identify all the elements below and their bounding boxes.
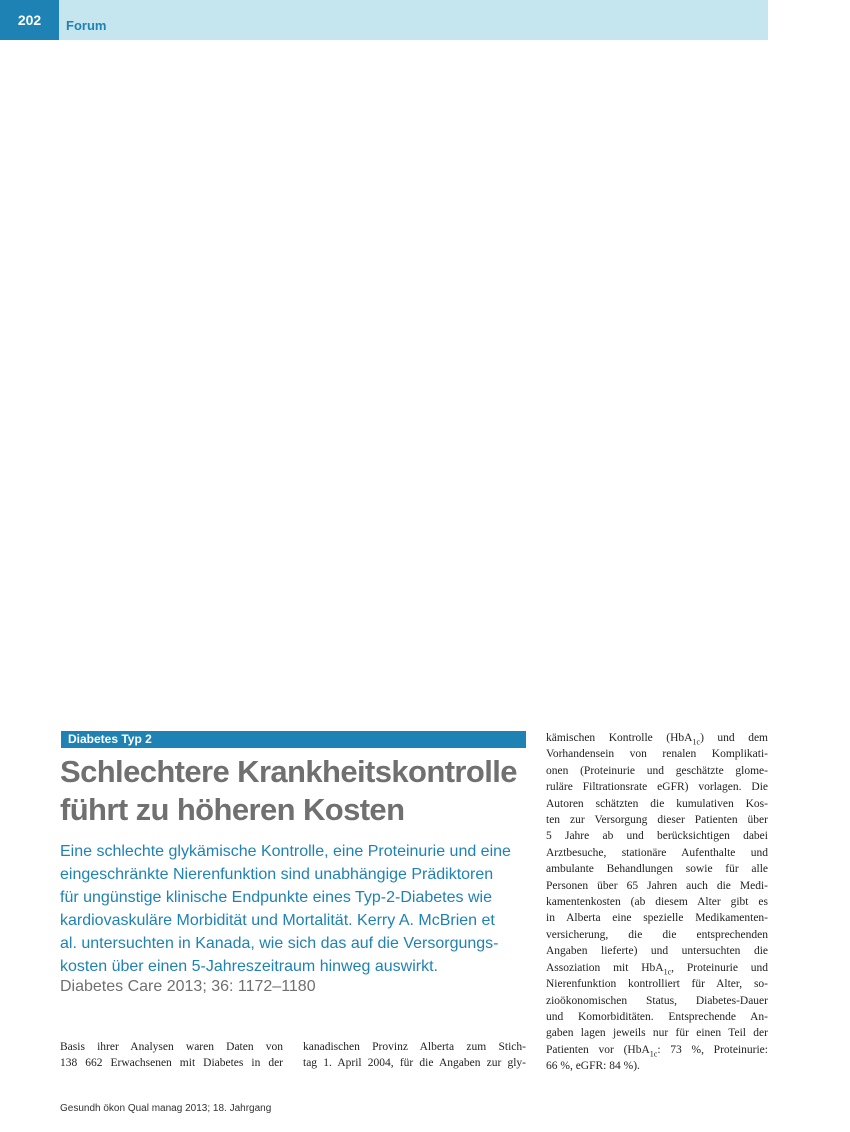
body-line: kamentenkosten (ab diesem Alter gibt es (546, 896, 768, 909)
lead-line: Eine schlechte glykämische Kontrolle, eine Proteinurie und eine (60, 843, 511, 860)
body-line: Patienten vor (HbA$_{1c}$: 73 %, Proteinurie: (546, 1043, 768, 1059)
lead-line: eingeschränkte Nierenfunktion sind unabhängige Prädiktoren (60, 866, 494, 883)
body-line: in Alberta eine spezielle Medikamenten- (546, 912, 768, 925)
body-line: Basis ihrer Analysen waren Daten von (60, 1041, 283, 1053)
article-citation: Diabetes Care 2013; 36: 1172–1180 (60, 978, 316, 995)
body-line: Autoren schätzten die kumulativen Kos- (546, 797, 768, 810)
body-line: kanadischen Provinz Alberta zum Stich- (303, 1041, 526, 1053)
lead-line: kosten über einen 5-Jahreszeitraum hinweg auswirkt. (60, 958, 438, 975)
title-line: Schlechtere Krankheitskontrolle (60, 754, 517, 789)
body-line: Vorhandensein von renalen Komplikati- (546, 748, 768, 761)
body-column-2 (303, 1039, 526, 1072)
article-lead (60, 840, 530, 978)
body-line: Personen über 65 Jahren auch die Medi- (546, 879, 768, 892)
lead-line: für ungünstige klinische Endpunkte eines Typ-2-Diabetes wie (60, 889, 492, 906)
title-line: führt zu höheren Kosten (60, 792, 405, 827)
body-line: onen (Proteinurie und geschätzte glome- (546, 764, 768, 777)
body-column-1 (60, 1039, 283, 1072)
body-line: Angaben lieferte) und untersuchten die (546, 945, 768, 958)
body-line: ambulante Behandlungen sowie für alle (546, 863, 768, 876)
page-footer: Gesundh ökon Qual manag 2013; 18. Jahrgang (60, 1103, 272, 1114)
body-line: 138 662 Erwachsenen mit Diabetes in der (60, 1057, 283, 1070)
body-line: ten zur Versorgung dieser Patienten über (546, 814, 768, 827)
body-line: kämischen Kontrolle (HbA$_{1c}$) und dem (546, 732, 768, 747)
article-category: Diabetes Typ 2 (61, 731, 526, 748)
lead-line: al. untersuchten in Kanada, wie sich das auf die Versorgungs- (60, 935, 499, 952)
page-number: 202 (0, 0, 59, 40)
body-line: Nierenfunktion kontrolliert für Alter, so- (546, 978, 768, 991)
section-label: Forum (66, 18, 107, 33)
body-line: und Komorbiditäten. Entsprechende An- (546, 1010, 768, 1023)
body-line: ruläre Filtrationsrate eGFR) vorlagen. Die (546, 781, 768, 794)
body-line: versicherung, die die entsprechenden (546, 928, 768, 941)
body-line: tag 1. April 2004, für die Angaben zur gly- (303, 1057, 526, 1070)
body-line: zioökonomischen Status, Diabetes-Dauer (546, 994, 768, 1007)
body-column-3 (546, 730, 768, 1075)
body-line: Assoziation mit HbA$_{1c}$, Proteinurie und (546, 961, 768, 976)
body-line: 66 %, eGFR: 84 %). (546, 1060, 640, 1073)
body-line: Arztbesuche, stationäre Aufenthalte und (546, 846, 768, 859)
lead-line: kardiovaskuläre Morbidität und Mortalität. Kerry A. McBrien et (60, 912, 495, 929)
body-line: 5 Jahre ab und berücksichtigen dabei (546, 830, 768, 843)
page-header (0, 0, 768, 40)
body-line: gaben lagen jeweils nur für einen Teil der (546, 1027, 768, 1040)
article-title (60, 753, 535, 829)
